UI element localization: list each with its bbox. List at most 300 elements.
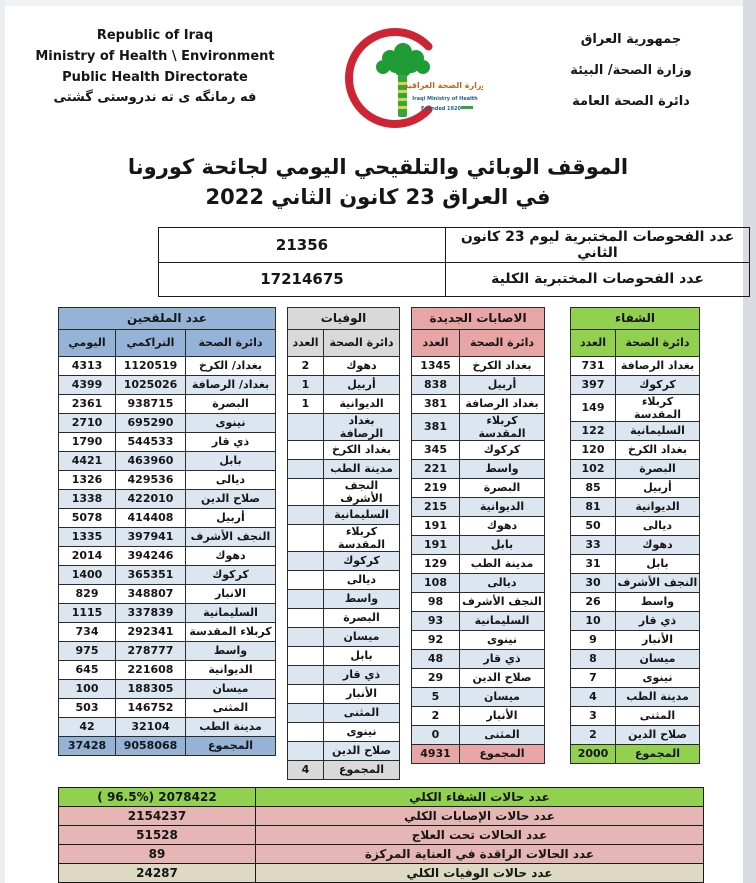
cell-name: الديوانية — [324, 394, 400, 413]
cell-value: 397 — [571, 375, 616, 394]
cell-value: 2154237 — [59, 806, 256, 825]
cell-value: 9 — [571, 630, 616, 649]
table-row — [59, 717, 276, 736]
cell-daily: 2014 — [59, 546, 116, 565]
table-row — [159, 262, 750, 296]
cell-value — [288, 589, 324, 608]
cell-name: السليمانية — [616, 421, 700, 440]
total-row — [571, 744, 700, 763]
cell-name: كركوك — [186, 565, 276, 584]
cell-name: الأنبار — [324, 684, 400, 703]
cell-value: 2 — [412, 706, 460, 725]
cell-name: كركوك — [616, 375, 700, 394]
table-row — [59, 787, 704, 806]
infections-section-title: الاصابات الجديدة — [412, 307, 545, 329]
cell-name: بغداد الكرخ — [616, 440, 700, 459]
cell-value — [288, 703, 324, 722]
cell-daily: 829 — [59, 584, 116, 603]
cell-cum: 278777 — [116, 641, 186, 660]
cell-cum: 292341 — [116, 622, 186, 641]
cell-name: أربيل — [460, 375, 545, 394]
cell-daily: 734 — [59, 622, 116, 641]
cell-value: 10 — [571, 611, 616, 630]
cell-name: ذي قار — [186, 432, 276, 451]
column-header-directorate: دائرة الصحة — [324, 329, 400, 356]
header-arabic-line3: دائرة الصحة العامة — [572, 94, 690, 110]
cell-name: بغداد الكرخ — [460, 356, 545, 375]
cell-name: بغداد الكرخ — [324, 440, 400, 459]
cell-cum: 32104 — [116, 717, 186, 736]
cell-name: صلاح الدين — [186, 489, 276, 508]
logo-founded-text: Founded 1920 — [421, 106, 461, 112]
total-tests-value: 17214675 — [159, 262, 446, 296]
cell-name: مدينة الطب — [460, 554, 545, 573]
cell-value: 381 — [412, 394, 460, 413]
cell-daily: 1326 — [59, 470, 116, 489]
cell-name: واسط — [186, 641, 276, 660]
column-header-cumulative: التراكمي — [116, 329, 186, 356]
cell-name: ديالى — [460, 573, 545, 592]
column-header-daily: اليومي — [59, 329, 116, 356]
cell-name: الديوانية — [186, 660, 276, 679]
cell-value — [288, 722, 324, 741]
cell-name: نينوى — [324, 722, 400, 741]
cell-name: دهوك — [616, 535, 700, 554]
cell-name: بابل — [324, 646, 400, 665]
daily-tests-value: 21356 — [159, 227, 446, 262]
cell-name: بغداد الرصافة — [616, 356, 700, 375]
cell-daily: 42 — [59, 717, 116, 736]
table-row — [288, 440, 400, 459]
table-row — [412, 375, 545, 394]
cell-value: 381 — [412, 413, 460, 440]
deaths-table — [287, 307, 400, 780]
cell-daily: 1400 — [59, 565, 116, 584]
cell-name: البصرة — [460, 478, 545, 497]
cell-name: كركوك — [324, 551, 400, 570]
table-row — [59, 508, 276, 527]
report-title-line2: في العراق 23 كانون الثاني 2022 — [205, 185, 551, 210]
cell-value: 102 — [571, 459, 616, 478]
logo-english-name: Iraqi Ministry of Health — [412, 96, 478, 102]
cell-name: السليمانية — [186, 603, 276, 622]
table-row — [571, 573, 700, 592]
cell-value: 8 — [571, 649, 616, 668]
table-row — [571, 497, 700, 516]
table-row — [571, 592, 700, 611]
table-row — [571, 554, 700, 573]
cell-value: 26 — [571, 592, 616, 611]
cell-cum: 463960 — [116, 451, 186, 470]
column-header-count: العدد — [412, 329, 460, 356]
cell-name: الديوانية — [460, 497, 545, 516]
table-row — [59, 394, 276, 413]
table-row — [59, 356, 276, 375]
cell-name: المثنى — [186, 698, 276, 717]
cell-value: ( 96.5%) 2078422 — [59, 787, 256, 806]
cell-value: 7 — [571, 668, 616, 687]
cell-name: النجف الأشرف — [460, 592, 545, 611]
table-row — [288, 665, 400, 684]
cell-value — [288, 505, 324, 524]
table-row — [571, 356, 700, 375]
table-row — [412, 535, 545, 554]
table-row — [412, 478, 545, 497]
cell-value: 48 — [412, 649, 460, 668]
table-row — [59, 698, 276, 717]
cell-name: واسط — [324, 589, 400, 608]
cell-cum: 394246 — [116, 546, 186, 565]
cell-name: واسط — [616, 592, 700, 611]
cell-cum: 544533 — [116, 432, 186, 451]
table-row — [571, 394, 700, 421]
cell-value: 0 — [412, 725, 460, 744]
table-row — [59, 470, 276, 489]
cell-name: البصرة — [186, 394, 276, 413]
cell-daily: 645 — [59, 660, 116, 679]
table-row — [288, 524, 400, 551]
table-row — [288, 646, 400, 665]
cell-name: ذي قار — [616, 611, 700, 630]
cell-name: بابل — [186, 451, 276, 470]
report-title-line1: الموقف الوبائي والتلقيحي اليومي لجائحة كورونا — [127, 155, 629, 179]
cell-name: واسط — [460, 459, 545, 478]
logo-arabic-name: وزارة الصحة العراقية — [403, 81, 483, 90]
table-row — [412, 497, 545, 516]
cell-name: ميسان — [324, 627, 400, 646]
table-row — [159, 227, 750, 262]
cell-name: صلاح الدين — [616, 725, 700, 744]
column-header-directorate: دائرة الصحة — [616, 329, 700, 356]
table-row — [412, 413, 545, 440]
table-row — [571, 440, 700, 459]
table-row — [571, 459, 700, 478]
table-row — [288, 505, 400, 524]
crescent-tree-logo-icon — [333, 20, 483, 138]
cell-cum: 429536 — [116, 470, 186, 489]
vaccinated-table — [58, 307, 276, 756]
cell-label: عدد حالات الوفيات الكلي — [256, 863, 704, 882]
table-row — [59, 451, 276, 470]
cell-value: 81 — [571, 497, 616, 516]
cell-cum: 1025026 — [116, 375, 186, 394]
cell-name: النجف الأشرف — [616, 573, 700, 592]
report-header — [0, 0, 756, 138]
table-row — [412, 706, 545, 725]
cell-value: 838 — [412, 375, 460, 394]
governorate-tables — [58, 307, 756, 780]
cell-daily: 1790 — [59, 432, 116, 451]
cell-name: السليمانية — [324, 505, 400, 524]
cell-value: 3 — [571, 706, 616, 725]
table-row — [412, 394, 545, 413]
cell-value: 85 — [571, 478, 616, 497]
cell-name: النجف الأشرف — [324, 478, 400, 505]
vaccinated-total-cumulative: 9058068 — [116, 736, 186, 755]
infections-total-label: المجموع — [460, 744, 545, 763]
table-row — [59, 584, 276, 603]
column-header-count: العدد — [288, 329, 324, 356]
cell-cum: 188305 — [116, 679, 186, 698]
cell-value — [288, 646, 324, 665]
cell-daily: 1335 — [59, 527, 116, 546]
table-row — [59, 863, 704, 882]
table-row — [288, 627, 400, 646]
table-row — [288, 551, 400, 570]
table-row — [412, 668, 545, 687]
table-row — [59, 660, 276, 679]
header-english-line1: Republic of Iraq — [96, 28, 214, 43]
cell-cum: 221608 — [116, 660, 186, 679]
cell-name: ديالى — [616, 516, 700, 535]
table-row — [412, 573, 545, 592]
deaths-total-label: المجموع — [324, 760, 400, 779]
cell-value: 89 — [59, 844, 256, 863]
cell-daily: 2710 — [59, 413, 116, 432]
cell-name: ذي قار — [324, 665, 400, 684]
header-arabic-line1: جمهورية العراق — [580, 32, 682, 47]
cell-name: ميسان — [186, 679, 276, 698]
table-row — [288, 459, 400, 478]
cell-name: صلاح الدين — [324, 741, 400, 760]
cell-cum: 695290 — [116, 413, 186, 432]
deaths-total-value: 4 — [288, 760, 324, 779]
table-row — [412, 459, 545, 478]
table-row — [59, 641, 276, 660]
cell-value: 1 — [288, 394, 324, 413]
cell-name: دهوك — [324, 356, 400, 375]
cell-value: 120 — [571, 440, 616, 459]
table-row — [288, 608, 400, 627]
table-row — [59, 413, 276, 432]
cell-cum: 397941 — [116, 527, 186, 546]
cell-name: الأنبار — [460, 706, 545, 725]
report-title — [0, 152, 756, 213]
table-row — [59, 806, 704, 825]
cell-cum: 1120519 — [116, 356, 186, 375]
cell-value: 221 — [412, 459, 460, 478]
table-row — [59, 546, 276, 565]
total-row — [288, 760, 400, 779]
cell-name: كربلاء المقدسة — [616, 394, 700, 421]
header-arabic-block — [536, 24, 726, 118]
cell-name: كربلاء المقدسة — [460, 413, 545, 440]
table-row — [288, 413, 400, 440]
table-row — [412, 356, 545, 375]
cell-value — [288, 665, 324, 684]
totals-summary-table — [58, 787, 704, 883]
cell-value: 191 — [412, 516, 460, 535]
cell-name: مدينة الطب — [186, 717, 276, 736]
infections-total-value: 4931 — [412, 744, 460, 763]
cell-value: 122 — [571, 421, 616, 440]
cell-value: 108 — [412, 573, 460, 592]
table-row — [59, 565, 276, 584]
column-header-count: العدد — [571, 329, 616, 356]
header-kurdish-line: فه رمانگه ى ته ندروستى گشتى — [53, 90, 257, 106]
table-row — [571, 706, 700, 725]
recovery-section-title: الشفاء — [571, 307, 700, 329]
cell-name: دهوك — [460, 516, 545, 535]
table-row — [412, 440, 545, 459]
column-header-directorate: دائرة الصحة — [186, 329, 276, 356]
cell-name: ديالى — [324, 570, 400, 589]
table-row — [571, 687, 700, 706]
cell-name: أربيل — [324, 375, 400, 394]
cell-value: 219 — [412, 478, 460, 497]
table-row — [412, 630, 545, 649]
column-header-directorate: دائرة الصحة — [460, 329, 545, 356]
table-row — [571, 478, 700, 497]
table-row — [288, 703, 400, 722]
cell-name: بابل — [616, 554, 700, 573]
cell-name: المثنى — [460, 725, 545, 744]
cell-daily: 100 — [59, 679, 116, 698]
cell-name: بغداد/ الرصافة — [186, 375, 276, 394]
table-row — [571, 668, 700, 687]
cell-name: بغداد/ الكرخ — [186, 356, 276, 375]
cell-label: عدد الحالات الراقدة في العناية المركزة — [256, 844, 704, 863]
cell-value: 731 — [571, 356, 616, 375]
table-row — [59, 679, 276, 698]
cell-name: نينوى — [616, 668, 700, 687]
cell-name: السليمانية — [460, 611, 545, 630]
table-row — [571, 516, 700, 535]
table-row — [412, 516, 545, 535]
cell-name: بابل — [460, 535, 545, 554]
cell-value — [288, 413, 324, 440]
cell-name: أربيل — [186, 508, 276, 527]
cell-daily: 4399 — [59, 375, 116, 394]
table-row — [288, 375, 400, 394]
vaccinated-section-title: عدد الملقحين — [59, 307, 276, 329]
cell-daily: 5078 — [59, 508, 116, 527]
cell-name: البصرة — [324, 608, 400, 627]
table-row — [571, 375, 700, 394]
cell-value: 31 — [571, 554, 616, 573]
cell-daily: 1338 — [59, 489, 116, 508]
cell-name: مدينة الطب — [616, 687, 700, 706]
cell-name: بغداد الرصافة — [324, 413, 400, 440]
cell-value: 29 — [412, 668, 460, 687]
cell-cum: 938715 — [116, 394, 186, 413]
cell-name: نينوى — [460, 630, 545, 649]
cell-name: بغداد الرصافة — [460, 394, 545, 413]
cell-value — [288, 570, 324, 589]
cell-value: 93 — [412, 611, 460, 630]
vaccinated-total-label: المجموع — [186, 736, 276, 755]
cell-value: 50 — [571, 516, 616, 535]
cell-value: 24287 — [59, 863, 256, 882]
cell-value: 98 — [412, 592, 460, 611]
table-row — [59, 603, 276, 622]
new-infections-table — [411, 307, 545, 764]
cell-value: 33 — [571, 535, 616, 554]
cell-name: المثنى — [616, 706, 700, 725]
ministry-of-health-logo — [333, 20, 483, 138]
cell-name: نينوى — [186, 413, 276, 432]
cell-value: 1 — [288, 375, 324, 394]
cell-value: 191 — [412, 535, 460, 554]
cell-name: الانبار — [186, 584, 276, 603]
table-row — [288, 356, 400, 375]
cell-name: كركوك — [460, 440, 545, 459]
cell-name: النجف الأشرف — [186, 527, 276, 546]
cell-value — [288, 684, 324, 703]
cell-name: كربلاء المقدسة — [324, 524, 400, 551]
cell-value: 2 — [571, 725, 616, 744]
total-row — [412, 744, 545, 763]
table-row — [571, 649, 700, 668]
lab-tests-table — [158, 227, 750, 297]
table-row — [288, 684, 400, 703]
recovery-total-value: 2000 — [571, 744, 616, 763]
table-row — [59, 622, 276, 641]
cell-daily: 4313 — [59, 356, 116, 375]
cell-daily: 975 — [59, 641, 116, 660]
cell-value — [288, 440, 324, 459]
table-row — [412, 725, 545, 744]
table-row — [571, 611, 700, 630]
table-row — [288, 570, 400, 589]
cell-name: كربلاء المقدسة — [186, 622, 276, 641]
cell-name: مدينة الطب — [324, 459, 400, 478]
table-row — [59, 489, 276, 508]
table-row — [59, 527, 276, 546]
table-row — [59, 432, 276, 451]
cell-cum: 414408 — [116, 508, 186, 527]
table-row — [571, 630, 700, 649]
header-english-line2: Ministry of Health \ Environment — [35, 48, 275, 64]
cell-name: صلاح الدين — [460, 668, 545, 687]
table-row — [571, 725, 700, 744]
table-row — [59, 844, 704, 863]
cell-name: ذي قار — [460, 649, 545, 668]
cell-daily: 1115 — [59, 603, 116, 622]
cell-value: 51528 — [59, 825, 256, 844]
cell-value — [288, 741, 324, 760]
cell-value — [288, 459, 324, 478]
cell-label: عدد الحالات تحت العلاج — [256, 825, 704, 844]
cell-value — [288, 608, 324, 627]
cell-value: 1345 — [412, 356, 460, 375]
daily-tests-label: عدد الفحوصات المختبرية ليوم 23 كانون الثاني — [446, 227, 750, 262]
cell-name: الديوانية — [616, 497, 700, 516]
table-row — [59, 825, 704, 844]
recovery-total-label: المجموع — [616, 744, 700, 763]
cell-value: 129 — [412, 554, 460, 573]
cell-value — [288, 478, 324, 505]
cell-name: ميسان — [460, 687, 545, 706]
cell-name: ميسان — [616, 649, 700, 668]
header-english-block — [30, 26, 280, 109]
cell-value: 215 — [412, 497, 460, 516]
cell-cum: 365351 — [116, 565, 186, 584]
table-row — [288, 394, 400, 413]
vaccinated-total-daily: 37428 — [59, 736, 116, 755]
table-row — [288, 741, 400, 760]
cell-value — [288, 627, 324, 646]
deaths-section-title: الوفيات — [288, 307, 400, 329]
table-row — [571, 535, 700, 554]
table-row — [412, 687, 545, 706]
table-row — [288, 589, 400, 608]
recovery-table — [570, 307, 700, 764]
cell-value: 5 — [412, 687, 460, 706]
cell-name: ديالى — [186, 470, 276, 489]
header-arabic-line2: وزارة الصحة/ البيئة — [570, 63, 692, 79]
cell-cum: 146752 — [116, 698, 186, 717]
